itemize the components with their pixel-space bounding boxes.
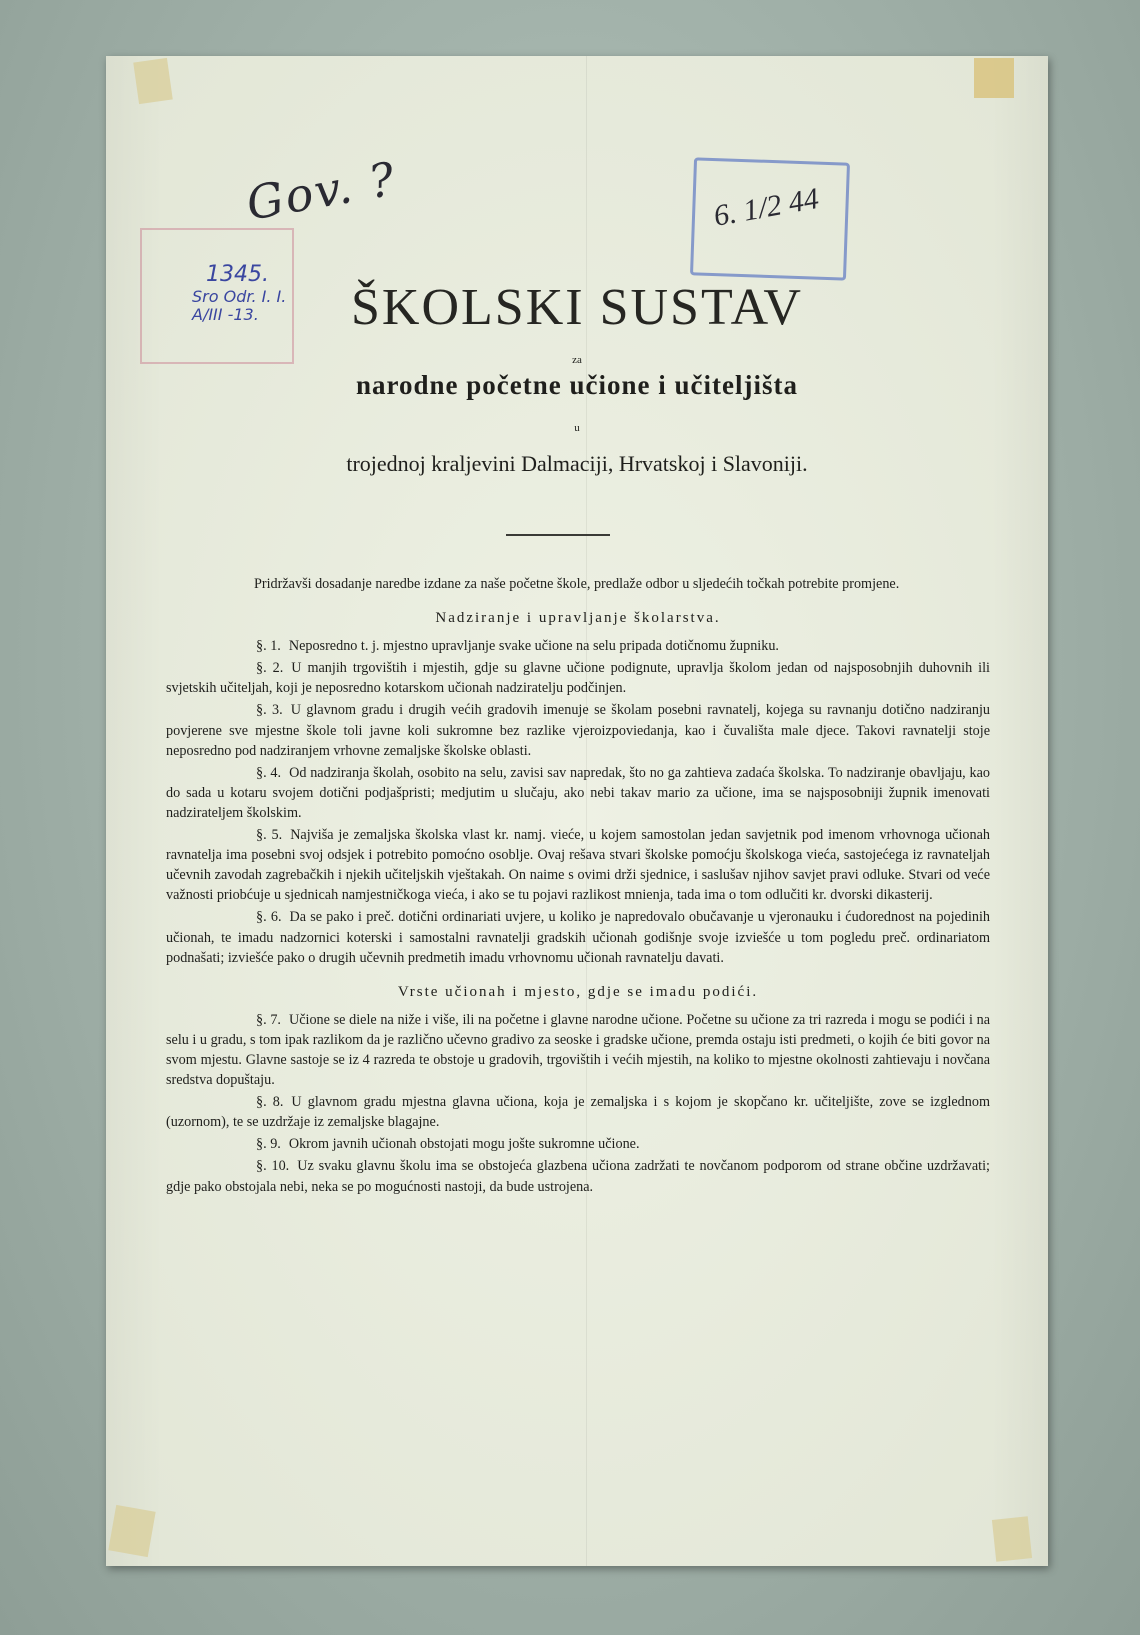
- paragraph-text: U glavnom gradu mjestna glavna učiona, koja je zemaljska i s kojom je skopčano kr. učiteljište, zove se izglednom (uzornom), te se uzdržaje iz zemaljske blagajne.: [166, 1094, 991, 1131]
- paragraph-text: U manjih trgovištih i mjestih, gdje su glavne učione podignute, upravlja školom jedan od najsposobnjih duhovnih ili svjetskih učiteljah, koji je neposredno kotarskom učionah nadziratelju podčinjen.: [166, 660, 990, 697]
- section-number: §. 9.: [256, 1136, 281, 1153]
- stamp-handwriting: 6. 1/2 44: [711, 181, 822, 233]
- section-number: §. 2.: [256, 660, 284, 677]
- section-number: §. 8.: [256, 1094, 284, 1111]
- tape-top-left: [133, 58, 173, 104]
- paragraph-1: [166, 636, 990, 656]
- intro-paragraph: Pridržavši dosadanje naredbe izdane za naše početne škole, predlaže odbor u sljedećih točkah potrebite promjene.: [254, 576, 900, 592]
- section-heading-supervision: Nadziranje i upravljanje školarstva.: [435, 610, 721, 627]
- title-connector-u: u: [574, 422, 580, 434]
- paragraph-3: [166, 700, 990, 760]
- paragraph-text: Od nadziranja školah, osobito na selu, zavisi sav napredak, što no ga zahtieva zadaća školska. To nadziranje obavljaju, kao do sada u kotaru svojem dotični podjašpristi; medjutim u slučaju, ako nebi takav mario za učione, ima se najsposobniji župnik imenovati nadzirateljem školskim.: [166, 764, 990, 821]
- section-number: §. 7.: [256, 1011, 281, 1028]
- paragraph-text: Okrom javnih učionah obstojati mogu jošte sukromne učione.: [288, 1136, 640, 1153]
- tape-top-right: [974, 58, 1014, 98]
- title-divider: [506, 534, 610, 536]
- handwritten-annotation: Gov. ?: [242, 151, 401, 231]
- section-number: §. 1.: [256, 638, 281, 655]
- document-title: ŠKOLSKI SUSTAV: [351, 279, 803, 336]
- document-body: [166, 574, 990, 1199]
- paragraph-text: Najviša je zemaljska školska vlast kr. namj. vieće, u kojem samostolan jedan savjetnik pod imenom vrhovnoga učionah ravnatelja ima posebni svoj odsjek i potrebito pomoćno osoblje. Ovaj rešava stvari školske pomoćju školskoga vieća, sastojećega iz ravnateljah učevnih zavodah zagrebačkih i njekih učiteljskih vještakah. On naime s ovimi drži sjednice, i saslušav njihov savjet pravi odluke. Stvari od veće važnosti priobćuje u sjednicah namjestničkoga vieća, i ako se tu pojavi razlikost mnienja, tada ima o tom odlučiti kr. dvorski dikasterij.: [166, 827, 990, 904]
- paragraph-9: [166, 1134, 990, 1154]
- paragraph-8: [166, 1092, 990, 1132]
- section-number: §. 6.: [256, 909, 282, 926]
- paragraph-4: [166, 763, 990, 823]
- section-number: §. 5.: [256, 827, 283, 844]
- paragraph-text: Uz svaku glavnu školu ima se obstojeća glazbena učiona zadržati te novčanom podporom od strane občine uzdržavati; gdje pako obstojala nebi, neka se po mogućnosti nastoji, da bude ustrojena.: [166, 1158, 990, 1195]
- archive-number: 1345.: [206, 262, 269, 287]
- paragraph-text: Da se pako i preč. dotični ordinariati uvjere, u koliko je napredovalo obučavanje u vjeronauku i ćudorednost na pojedinih učionah, te imadu nadzornici koterski i samostalni ravnatelji gradskih učionah godišnje svoje izviešće u tom pogledu preč. ordinariatom podnašati; izviešće pako o drugih učevnih predmetih imadu vrhovnomu učionah ravnatelju davati.: [166, 909, 991, 966]
- paragraph-text: U glavnom gradu i drugih većih gradovih imenuje se školam posebni ravnatelj, kojega su ravnanju dotično nadziranju povjerene sve mjestne škole toli javne koli sukromne bez razlike vjeroizpoviedanja, kao i čuvališta male djece. Takovi ravnatelji stoje neposredno pod nadziranjem vrhovne zemaljske školske oblasti.: [166, 702, 990, 759]
- paragraph-6: [166, 907, 990, 967]
- paragraph-text: Učione se diele na niže i više, ili na početne i glavne narodne učione. Početne su učione za tri razreda i mogu se podići i na selu i u gradu, s tom ipak razlikom da je različno učevno gradivo za seoske i gradske učione, premda ostaju isti predmeti, o kojih će biti govor na svom mjestu. Glavne sastoje se iz 4 razreda te obstoje u gradovih, trgovištih i većih mjestih, na koliko to mjestne okolnosti zahtievaju i novčana sredstva dopuštaju.: [166, 1011, 990, 1089]
- archive-stamp-right: [690, 157, 850, 280]
- section-heading-school-types: Vrste učionah i mjesto, gdje se imadu podići.: [397, 983, 759, 1000]
- document-subtitle-region: trojednoj kraljevini Dalmaciji, Hrvatskoj i Slavoniji.: [346, 451, 808, 476]
- paragraph-text: Neposredno t. j. mjestno upravljanje svake učione na selu pripada dotičnomu župniku.: [288, 638, 779, 655]
- paragraph-7: [166, 1010, 990, 1090]
- document-page: [106, 56, 1048, 1566]
- tape-bottom-left: [108, 1505, 155, 1557]
- document-subtitle: narodne početne učione i učiteljišta: [356, 370, 798, 400]
- paragraph-2: [166, 658, 990, 698]
- paragraph-10: [166, 1156, 990, 1196]
- tape-bottom-right: [992, 1516, 1032, 1562]
- archive-reference: Sro Odr. I. I. A/III -13.: [192, 287, 287, 324]
- section-number: §. 4.: [256, 764, 282, 781]
- section-number: §. 10.: [256, 1158, 290, 1175]
- title-connector-za: za: [572, 354, 582, 366]
- paragraph-5: [166, 825, 990, 905]
- section-number: §. 3.: [256, 702, 283, 719]
